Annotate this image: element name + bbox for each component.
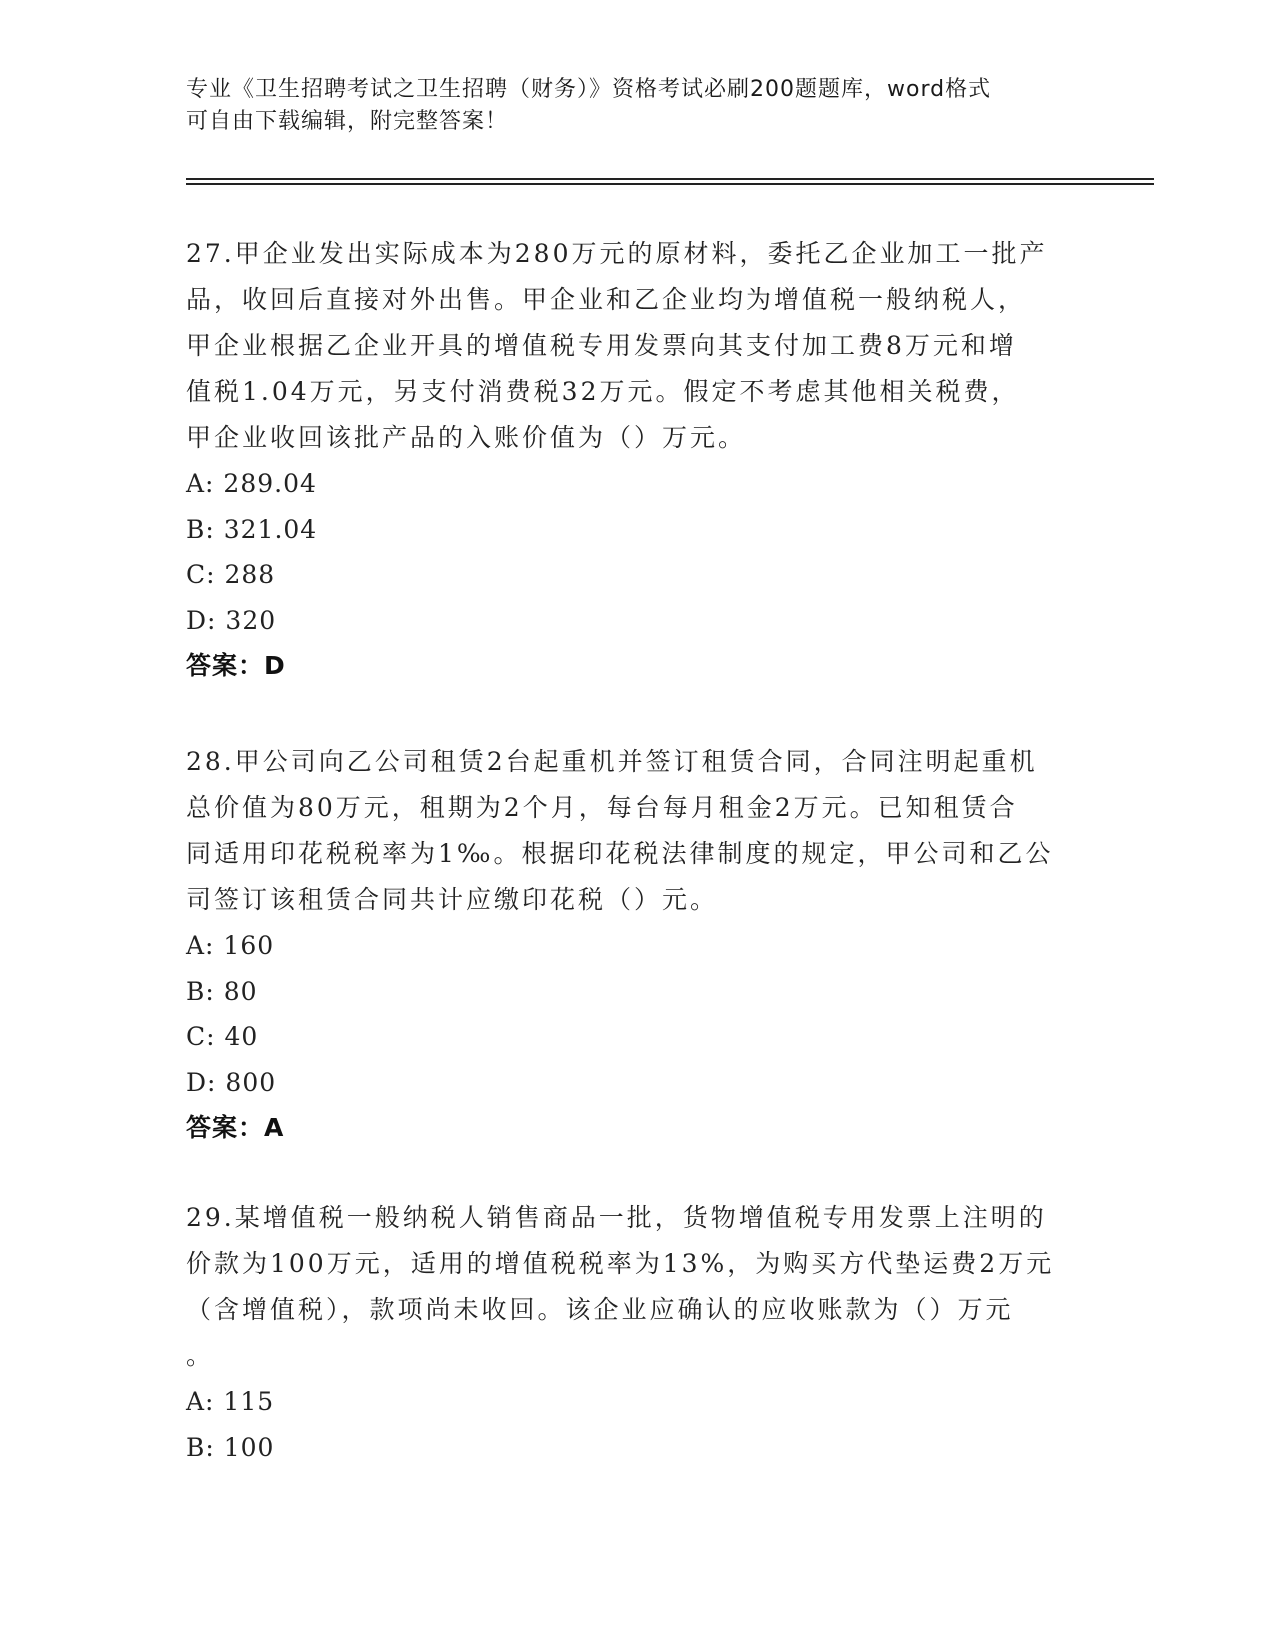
stem-line: 。 (186, 1341, 215, 1370)
stem-line: 27.甲企业发出实际成本为280万元的原材料，委托乙企业加工一批产 (186, 239, 1048, 268)
header-divider-top (186, 178, 1154, 180)
document-header (186, 74, 1066, 138)
answer-label: 答案：A (186, 1113, 285, 1142)
stem-line: 品，收回后直接对外出售。甲企业和乙企业均为增值税一般纳税人， (186, 285, 1027, 314)
option-a: A: 115 (186, 1387, 275, 1416)
stem-line: 28.甲公司向乙公司租赁2台起重机并签订租赁合同，合同注明起重机 (186, 747, 1038, 776)
option-d: D: 320 (186, 605, 277, 635)
question-stem (186, 1195, 1076, 1379)
answer-label: 答案：D (186, 651, 286, 680)
stem-line: 价款为100万元，适用的增值税税率为13%，为购买方代垫运费2万元 (186, 1249, 1055, 1278)
stem-line: 司签订该租赁合同共计应缴印花税（）元。 (186, 885, 719, 914)
option-c: C: 288 (186, 560, 276, 589)
header-divider-bottom (186, 183, 1154, 185)
option-c: C: 40 (186, 1022, 259, 1051)
stem-line: 值税1.04万元，另支付消费税32万元。假定不考虑其他相关税费， (186, 377, 1020, 406)
question-stem (186, 739, 1076, 923)
option-b: B: 321.04 (186, 514, 318, 544)
stem-line: （含增值税），款项尚未收回。该企业应确认的应收账款为（）万元 (186, 1295, 1014, 1324)
option-a: A: 289.04 (186, 469, 317, 498)
option-b: B: 80 (186, 976, 258, 1006)
option-b: B: 100 (186, 1432, 275, 1462)
header-line-2: 可自由下载编辑，附完整答案！ (186, 109, 509, 134)
header-line-1: 专业《卫生招聘考试之卫生招聘（财务）》资格考试必刷200题题库，word格式 (186, 77, 992, 102)
option-a: A: 160 (186, 931, 275, 960)
stem-line: 甲企业根据乙企业开具的增值税专用发票向其支付加工费8万元和增 (186, 331, 1017, 360)
question-29 (186, 1195, 1076, 1470)
stem-line: 甲企业收回该批产品的入账价值为（）万元。 (186, 423, 747, 452)
question-28 (186, 739, 1076, 1151)
question-stem (186, 231, 1076, 461)
stem-line: 同适用印花税税率为1‰。根据印花税法律制度的规定，甲公司和乙公 (186, 839, 1054, 868)
question-27 (186, 231, 1076, 689)
stem-line: 总价值为80万元，租期为2个月，每台每月租金2万元。已知租赁合 (186, 793, 1018, 822)
stem-line: 29.某增值税一般纳税人销售商品一批，货物增值税专用发票上注明的 (186, 1203, 1047, 1232)
option-d: D: 800 (186, 1067, 277, 1097)
